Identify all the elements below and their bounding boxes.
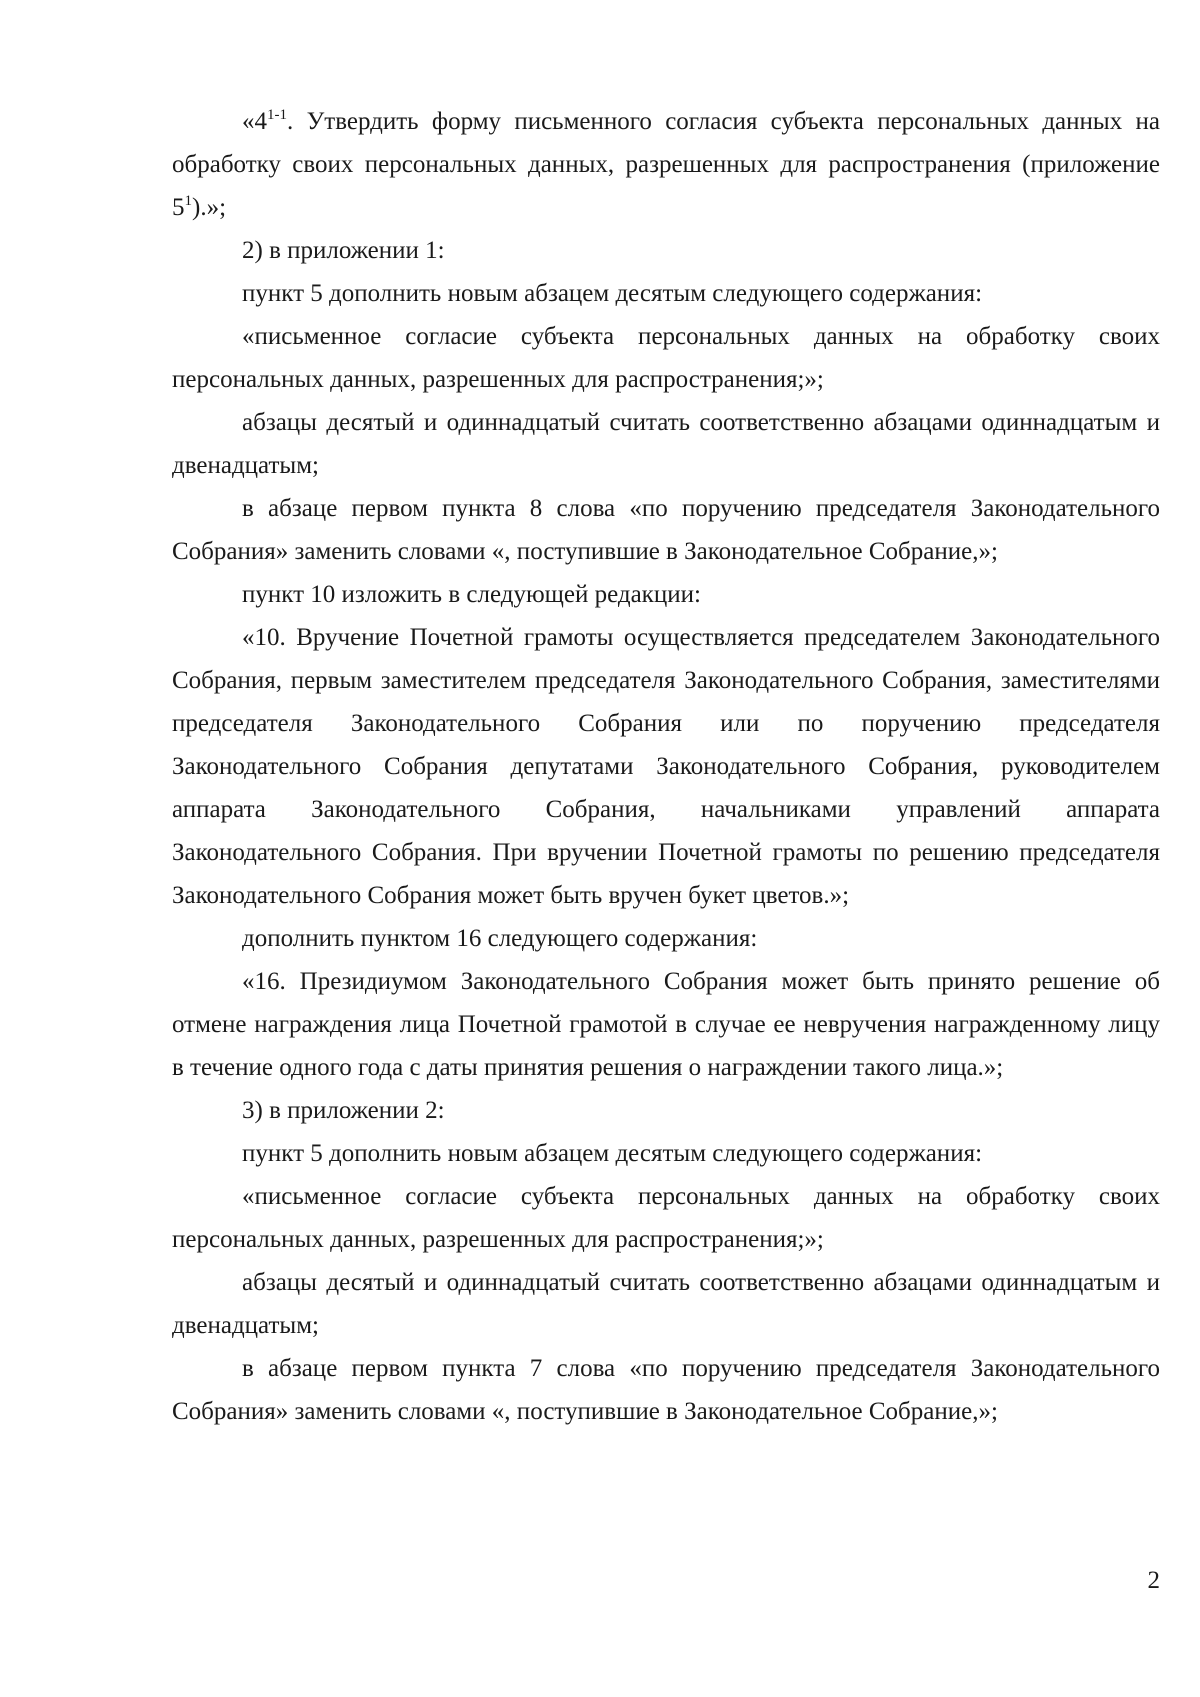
paragraph-written-consent-2: «письменное согласие субъекта персональных данных на обработку своих персональных данных, разрешенных для распространения;»; (172, 1183, 1160, 1253)
superscript-item-number: 1-1 (267, 107, 287, 123)
paragraph-item-7-amendment: в абзаце первом пункта 7 слова «по поручению председателя Законодательного Собрания» заменить словами «, поступившие в Законодательное Собрание,»; (172, 1355, 1160, 1425)
paragraph-written-consent: «письменное согласие субъекта персональных данных на обработку своих персональных данных, разрешенных для распространения;»; (172, 323, 1160, 393)
paragraph-renumber-clauses: абзацы десятый и одиннадцатый считать соответственно абзацами одиннадцатым и двенадцатым; (172, 409, 1160, 479)
page-number: 2 (1147, 1567, 1160, 1594)
paragraph-item-5-amendment-2: пункт 5 дополнить новым абзацем десятым следующего содержания: (242, 1140, 983, 1167)
paragraph-item-16-text: «16. Президиумом Законодательного Собрания может быть принято решение об отмене награждения лица Почетной грамотой в случае ее невручения награжденному лицу в течение одного года с даты принятия решения о награждении такого лица.»; (172, 968, 1160, 1081)
paragraph-item-8-amendment: в абзаце первом пункта 8 слова «по поручению председателя Законодательного Собрания» заменить словами «, поступившие в Законодательное Собрание,»; (172, 495, 1160, 565)
paragraph-text-close: ).»; (192, 194, 227, 221)
paragraph-amend-item-4-1-1 (172, 100, 1160, 229)
paragraph-item-10-heading: пункт 10 изложить в следующей редакции: (242, 581, 701, 608)
paragraph-text-open: «4 (242, 108, 267, 135)
paragraph-text-main: . Утвердить форму письменного согласия субъекта персональных данных на обработку своих персональных данных, разрешенных для распространения (приложение 5 (172, 108, 1160, 221)
document-body (172, 100, 1160, 1433)
paragraph-item-10-text: «10. Вручение Почетной грамоты осуществляется председателем Законодательного Собрания, первым заместителем председателя Законодательного Собрания, заместителями председателя Законодательного Собрания или по поручению председателя Законодательного Собрания депутатами Законодательного Собрания, руководителем аппарата Законодательного Собрания, начальниками управлений аппарата Законодательного Собрания. При вручении Почетной грамоты по решению председателя Законодательного Собрания может быть вручен букет цветов.»; (172, 624, 1160, 909)
paragraph-appendix-1-heading: 2) в приложении 1: (242, 237, 445, 264)
paragraph-item-5-amendment: пункт 5 дополнить новым абзацем десятым следующего содержания: (242, 280, 983, 307)
paragraph-item-16-heading: дополнить пунктом 16 следующего содержания: (242, 925, 758, 952)
superscript-appendix-number: 1 (184, 193, 192, 209)
paragraph-renumber-clauses-2: абзацы десятый и одиннадцатый считать соответственно абзацами одиннадцатым и двенадцатым; (172, 1269, 1160, 1339)
paragraph-appendix-2-heading: 3) в приложении 2: (242, 1097, 445, 1124)
